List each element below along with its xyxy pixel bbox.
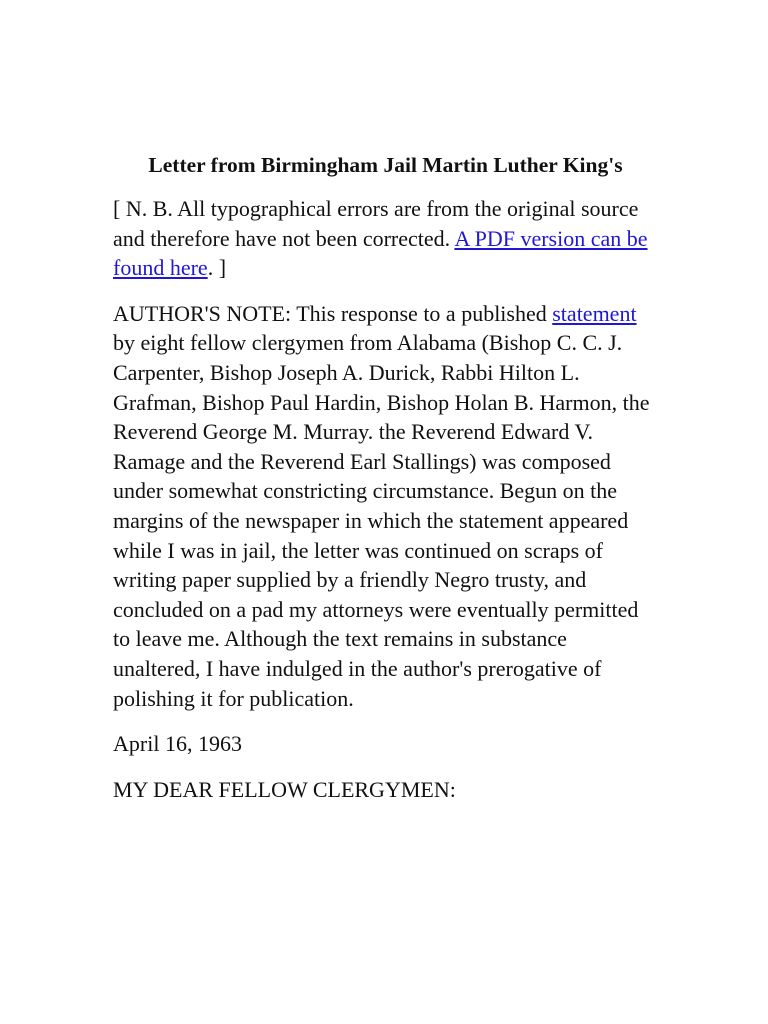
author-note-body: by eight fellow clergymen from Alabama (Bishop C. C. J. Carpenter, Bishop Joseph A. Durick, Rabbi Hilton L. Grafman, Bishop Paul Hardin, Bishop Holan B. Harmon, the Reverend George M. Murray. the Reverend Edward V. Ramage and the Reverend Earl Stallings) was composed under somewhat constricting circumstance. Begun on the margins of the newspaper in which the statement appeared while I was in jail, the letter was continued on scraps of writing paper supplied by a friendly Negro trusty, and concluded on a pad my attorneys were eventually permitted to leave me. Although the text remains in substance unaltered, I have indulged in the author's prerogative of polishing it for publication. bbox=[113, 330, 650, 711]
author-note bbox=[113, 299, 658, 713]
statement-link[interactable]: statement bbox=[552, 300, 637, 326]
editor-note-suffix: . ] bbox=[207, 255, 227, 281]
document-title: Letter from Birmingham Jail Martin Luther King's bbox=[148, 153, 623, 177]
editor-note-prefix: [ N. B. All typographical errors are from the original source and therefore have not been corrected. bbox=[113, 196, 639, 251]
document-page bbox=[113, 150, 658, 820]
letter-salutation: MY DEAR FELLOW CLERGYMEN: bbox=[113, 776, 456, 802]
author-note-prefix: AUTHOR'S NOTE: This response to a published bbox=[113, 300, 553, 326]
letter-date: April 16, 1963 bbox=[113, 731, 242, 757]
editor-note bbox=[113, 194, 658, 283]
pdf-version-link[interactable]: A PDF version can be found here bbox=[113, 225, 648, 281]
